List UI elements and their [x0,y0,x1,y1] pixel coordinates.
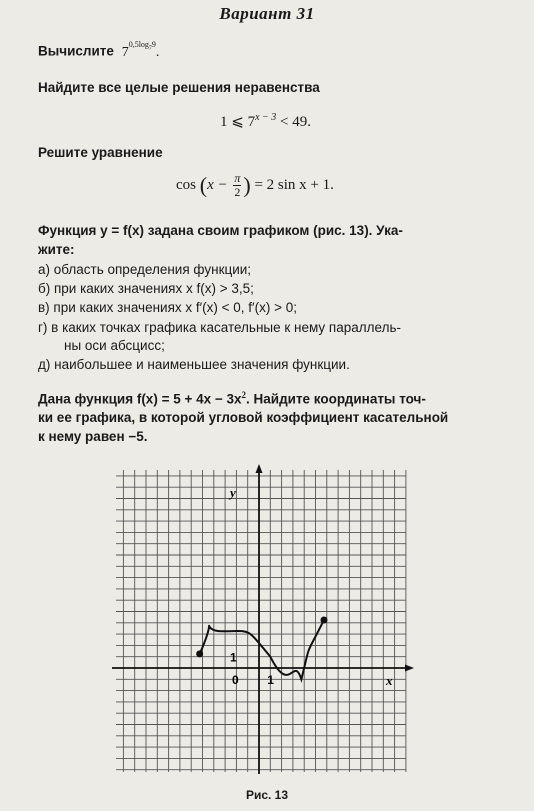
x-tick-label-1: 1 [267,673,274,687]
task2-text: Найдите все целые решения неравенства [38,80,320,95]
task2-exponent: x − 3 [255,112,277,123]
y-tick-label-1: 1 [230,650,237,665]
task4-item-e: д) наибольшее и наименьшее значения функции. [38,357,350,372]
curve-start-point [196,650,203,657]
curve-end-point [320,616,327,623]
task4-line2: жите: [38,242,75,257]
figure-caption: Рис. 13 [245,788,289,802]
task2-left: 1 ⩽ 7 [220,114,256,130]
origin-label: 0 [232,673,239,687]
task5-line2: ки ее графика, в которой угловой коэффициент касательной [38,410,449,425]
task3-equation: cos (x − $\frac{\pi}{2}$ ) = 2 sin x + 1. [176,171,334,199]
y-axis-label: y [230,485,236,500]
task4-line1: Функция y = f(x) задана своим графиком (рис. 13). Ука- [38,223,403,238]
function-curve [200,620,324,679]
task1-period: . [155,44,160,60]
task3-func: cos [176,176,196,193]
task1-exponent: 0,5log [128,40,149,49]
task3-rhs: = 2 sin x + 1. [254,176,334,193]
task1-text: Вычислите [38,43,114,59]
task2-right: < 49. [280,114,311,130]
y-axis-arrow [256,464,263,473]
task1-exponent-sub: 7 [148,45,152,52]
task3-text: Решите уравнение [38,145,163,160]
task4-item-d-cont: ны оси абсцисс; [64,338,165,353]
task3-x: x − [207,176,228,193]
task5-line3: к нему равен −5. [38,429,148,444]
task5-line1-sup: 2 [241,390,247,400]
task1-base: 7 [121,44,129,60]
task4-item-c: в) при каких значениях x f′(x) < 0, f′(x) > 0; [38,300,297,315]
task5-line1-post: . Найдите координаты точ- [246,391,426,407]
task4-item-d: г) в каких точках графика касательные к нему параллель- [38,320,401,335]
grid [116,470,406,772]
task1-exponent-tail: 9 [151,40,156,49]
task5-line1-pre: Дана функция f(x) = 5 + 4x − 3x [38,391,242,407]
task3-two: 2 [234,185,241,199]
task4-item-b: б) при каких значениях x f(x) > 3,5; [38,281,254,296]
task3-pi: π [234,171,241,185]
task4-item-a: а) область определения функции; [38,262,252,277]
x-axis-label: x [386,673,393,688]
x-axis-arrow [405,665,414,672]
variant-title: Вариант 31 [219,4,315,23]
